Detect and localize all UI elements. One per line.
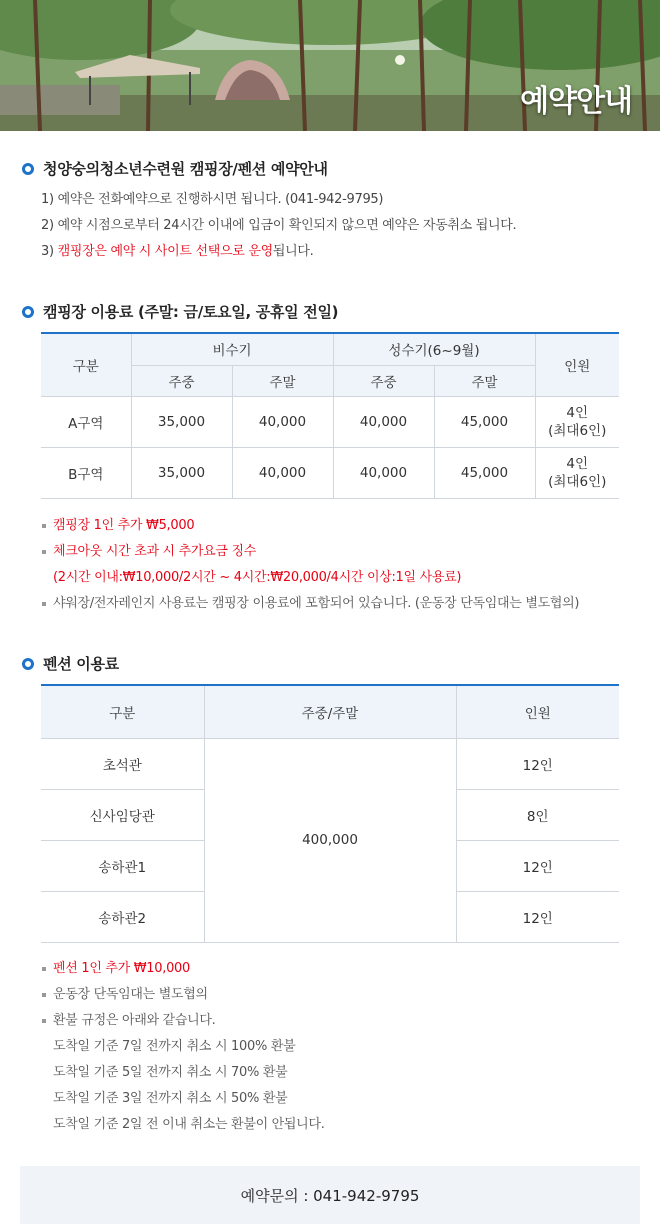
facilities-note: 샤워장/전자레인지 사용료는 캠핑장 이용료에 포함되어 있습니다. (운동장 단독임대는 별도협의) bbox=[41, 591, 579, 617]
refund-rule: 도착일 기준 7일 전까지 취소 시 100% 환불 bbox=[53, 1039, 296, 1054]
pension-people-cell: 8인 bbox=[456, 789, 619, 840]
camping-notes bbox=[41, 513, 579, 617]
header-peak-weekday: 주중 bbox=[333, 365, 434, 396]
header-category: 구분 bbox=[41, 333, 131, 396]
refund-rule: 도착일 기준 5일 전까지 취소 시 70% 환불 bbox=[53, 1065, 288, 1080]
camping-section-header bbox=[22, 301, 338, 322]
checkout-note: 체크아웃 시간 초과 시 추가요금 징수 bbox=[41, 539, 579, 565]
pension-fee-table bbox=[41, 684, 619, 943]
camping-extra-person-note: 캠핑장 1인 추가 ₩5,000 bbox=[41, 513, 579, 539]
contact-phone: 예약문의 : 041-942-9795 bbox=[240, 1186, 420, 1205]
pension-name-cell: 초석관 bbox=[41, 738, 204, 789]
refund-title-note: 환불 규정은 아래와 같습니다. bbox=[41, 1008, 325, 1034]
header-people: 인원 bbox=[456, 685, 619, 738]
pension-name-cell: 송하관1 bbox=[41, 840, 204, 891]
refund-rule: 도착일 기준 3일 전까지 취소 시 50% 환불 bbox=[53, 1091, 288, 1106]
zone-cell: B구역 bbox=[41, 447, 131, 498]
header-off-season: 비수기 bbox=[131, 333, 333, 365]
reservation-line-3: 3) 캠핑장은 예약 시 사이트 선택으로 운영됩니다. bbox=[41, 244, 314, 259]
price-cell: 40,000 bbox=[333, 396, 434, 447]
camping-fee-table bbox=[41, 332, 619, 499]
header-off-weekend: 주말 bbox=[232, 365, 333, 396]
header-category: 구분 bbox=[41, 685, 204, 738]
pension-title: 펜션 이용료 bbox=[43, 655, 119, 673]
table-row bbox=[41, 738, 619, 789]
reservation-title: 청양숭의청소년수련원 캠핑장/펜션 예약안내 bbox=[43, 160, 328, 178]
pension-section-header bbox=[22, 653, 119, 674]
circle-bullet-icon bbox=[22, 658, 34, 670]
header-peak-weekend: 주말 bbox=[434, 365, 535, 396]
pension-price-cell: 400,000 bbox=[204, 738, 456, 942]
price-cell: 40,000 bbox=[333, 447, 434, 498]
banner-image bbox=[0, 0, 660, 131]
pension-notes bbox=[41, 956, 325, 1138]
people-cell: 4인 (최대6인) bbox=[535, 447, 619, 498]
pension-name-cell: 송하관2 bbox=[41, 891, 204, 942]
circle-bullet-icon bbox=[22, 306, 34, 318]
price-cell: 40,000 bbox=[232, 396, 333, 447]
field-rental-note: 운동장 단독임대는 별도협의 bbox=[41, 982, 325, 1008]
contact-box bbox=[20, 1166, 640, 1224]
header-people: 인원 bbox=[535, 333, 619, 396]
pension-people-cell: 12인 bbox=[456, 891, 619, 942]
pension-extra-person-note: 펜션 1인 추가 ₩10,000 bbox=[41, 956, 325, 982]
checkout-detail-note: (2시간 이내:₩10,000/2시간 ~ 4시간:₩20,000/4시간 이상:1일 사용료) bbox=[53, 570, 462, 585]
zone-cell: A구역 bbox=[41, 396, 131, 447]
price-cell: 40,000 bbox=[232, 447, 333, 498]
pension-name-cell: 신사임당관 bbox=[41, 789, 204, 840]
reservation-section-header bbox=[22, 158, 328, 179]
refund-rule: 도착일 기준 2일 전 이내 취소는 환불이 안됩니다. bbox=[53, 1117, 325, 1132]
header-price: 주중/주말 bbox=[204, 685, 456, 738]
reservation-notes bbox=[41, 187, 516, 265]
price-cell: 35,000 bbox=[131, 447, 232, 498]
people-cell: 4인 (최대6인) bbox=[535, 396, 619, 447]
banner-title: 예약안내 bbox=[520, 84, 632, 119]
table-row bbox=[41, 447, 619, 498]
pension-people-cell: 12인 bbox=[456, 840, 619, 891]
price-cell: 35,000 bbox=[131, 396, 232, 447]
table-row bbox=[41, 396, 619, 447]
price-cell: 45,000 bbox=[434, 396, 535, 447]
pension-people-cell: 12인 bbox=[456, 738, 619, 789]
price-cell: 45,000 bbox=[434, 447, 535, 498]
header-peak-season: 성수기(6~9월) bbox=[333, 333, 535, 365]
reservation-line-1: 1) 예약은 전화예약으로 진행하시면 됩니다. (041-942-9795) bbox=[41, 192, 384, 207]
circle-bullet-icon bbox=[22, 163, 34, 175]
header-off-weekday: 주중 bbox=[131, 365, 232, 396]
reservation-line-2: 2) 예약 시점으로부터 24시간 이내에 입금이 확인되지 않으면 예약은 자동취소 됩니다. bbox=[41, 218, 517, 233]
camping-title: 캠핑장 이용료 (주말: 금/토요일, 공휴일 전일) bbox=[43, 303, 339, 321]
